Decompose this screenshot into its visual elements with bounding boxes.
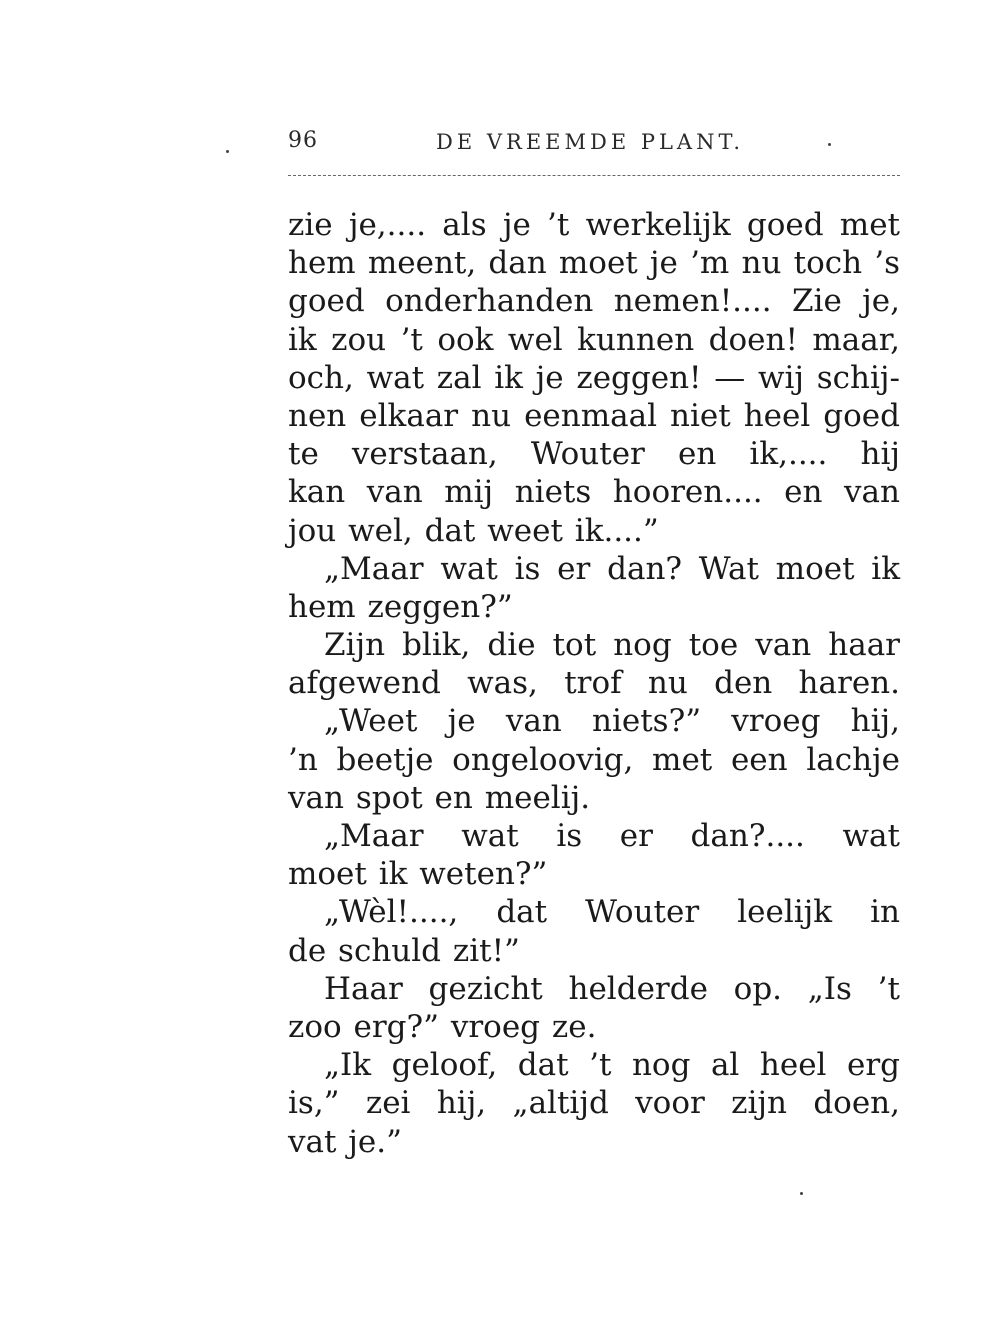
running-header [288,128,758,164]
running-title: DE VREEMDE PLANT. [436,130,745,154]
text-line: „Maar wat is er dan?.... wat [324,818,900,854]
text-line: is,” zei hij, „altijd voor zijn doen, [288,1085,900,1122]
text-line: vat je.” [288,1123,402,1160]
text-line: „Maar wat is er dan? Wat moet ik [324,550,900,587]
text-line: ik zou ’t ook wel kunnen doen! maar, [288,321,900,358]
scan-speck [800,1192,803,1195]
text-line: „Weet je van niets?” vroeg hij, [324,703,900,740]
scan-speck [828,143,831,146]
body-text [288,206,900,1161]
text-line: jou wel, dat weet ik....” [288,512,659,549]
page-number: 96 [288,128,318,153]
text-line: Zijn blik, die tot nog toe van haar [324,627,900,664]
text-line: hem meent, dan moet je ’m nu toch ’s [288,245,900,282]
text-line: och, wat zal ik je zeggen! — wij schij- [288,359,900,396]
text-line: afgewend was, trof nu den haren. [288,665,900,702]
text-line: zie je,.... als je ’t werkelijk goed met [288,207,900,243]
text-line: moet ik weten?” [288,856,548,893]
header-rule [288,175,900,176]
text-line: hem zeggen?” [288,588,513,625]
text-line: van spot en meelij. [288,779,591,816]
text-line: de schuld zit!” [288,932,520,969]
scan-speck [226,150,229,153]
text-line: „Ik geloof, dat ’t nog al heel erg [324,1047,900,1084]
text-line: goed onderhanden nemen!.... Zie je, [288,283,900,320]
text-line: nen elkaar nu eenmaal niet heel goed [288,397,900,434]
text-line: te verstaan, Wouter en ik,.... hij [288,436,900,473]
text-line: Haar gezicht helderde op. „Is ’t [324,970,900,1007]
text-line: kan van mij niets hooren.... en van [288,474,900,511]
text-line: „Wèl!...., dat Wouter leelijk in [324,894,900,931]
text-line: ’n beetje ongeloovig, met een lachje [288,741,900,778]
text-line: zoo erg?” vroeg ze. [288,1008,597,1045]
